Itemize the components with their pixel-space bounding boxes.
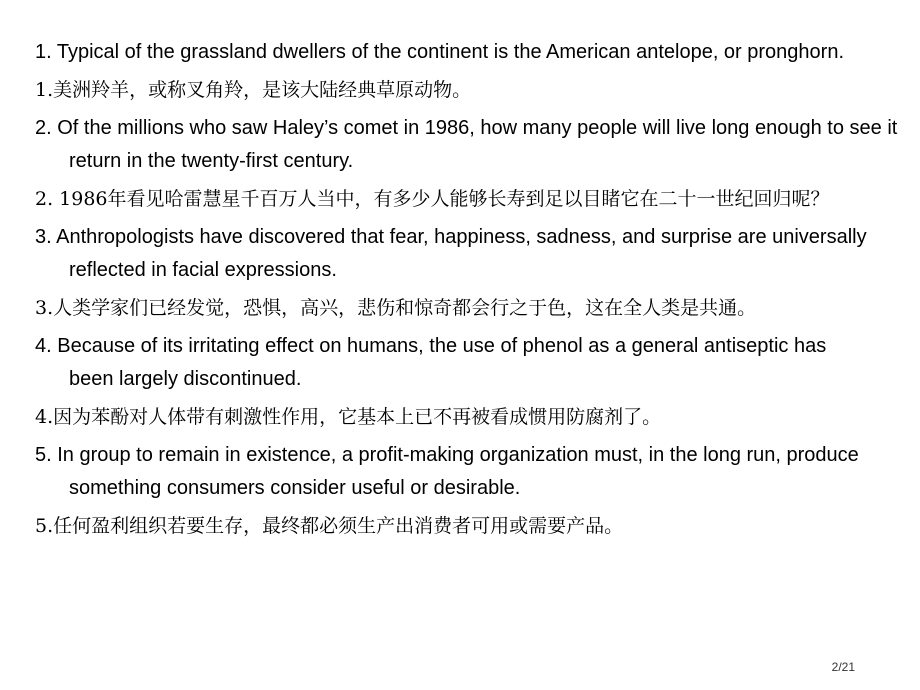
page-number: 2/21 bbox=[831, 660, 855, 674]
english-sentence-1: 1. Typical of the grassland dwellers of the continent is the American antelope, or pronghorn. bbox=[35, 41, 845, 63]
english-sentence-4: 4. Because of its irritating effect on humans, the use of phenol as a general antiseptic has been largely discontinued. bbox=[35, 335, 827, 390]
chinese-translation-3: 3.人类学家们已经发觉，恐惧，高兴，悲伤和惊奇都会行之于色，这在全人类是共通。 bbox=[35, 297, 757, 319]
english-sentence-2: 2. Of the millions who saw Haley’s comet in 1986, how many people will live long enough to see it return in the twenty-first century. bbox=[35, 117, 898, 172]
chinese-translation-2: 2. 1986年看见哈雷慧星千百万人当中，有多少人能够长寿到足以目睹它在二十一世纪回归呢？ bbox=[35, 188, 830, 210]
chinese-translation-5: 5.任何盈利组织若要生存，最终都必须生产出消费者可用或需要产品。 bbox=[35, 515, 624, 537]
english-sentence-3: 3. Anthropologists have discovered that fear, happiness, sadness, and surprise are universally reflected in facial expressions. bbox=[35, 226, 867, 281]
chinese-translation-1: 1.美洲羚羊，或称叉角羚，是该大陆经典草原动物。 bbox=[35, 79, 472, 101]
chinese-translation-4: 4.因为苯酚对人体带有刺激性作用，它基本上已不再被看成惯用防腐剂了。 bbox=[35, 406, 662, 428]
sentence-list bbox=[35, 33, 905, 545]
english-sentence-5: 5. In group to remain in existence, a profit-making organization must, in the long run, produce something consumers consider useful or desirable. bbox=[35, 444, 859, 499]
